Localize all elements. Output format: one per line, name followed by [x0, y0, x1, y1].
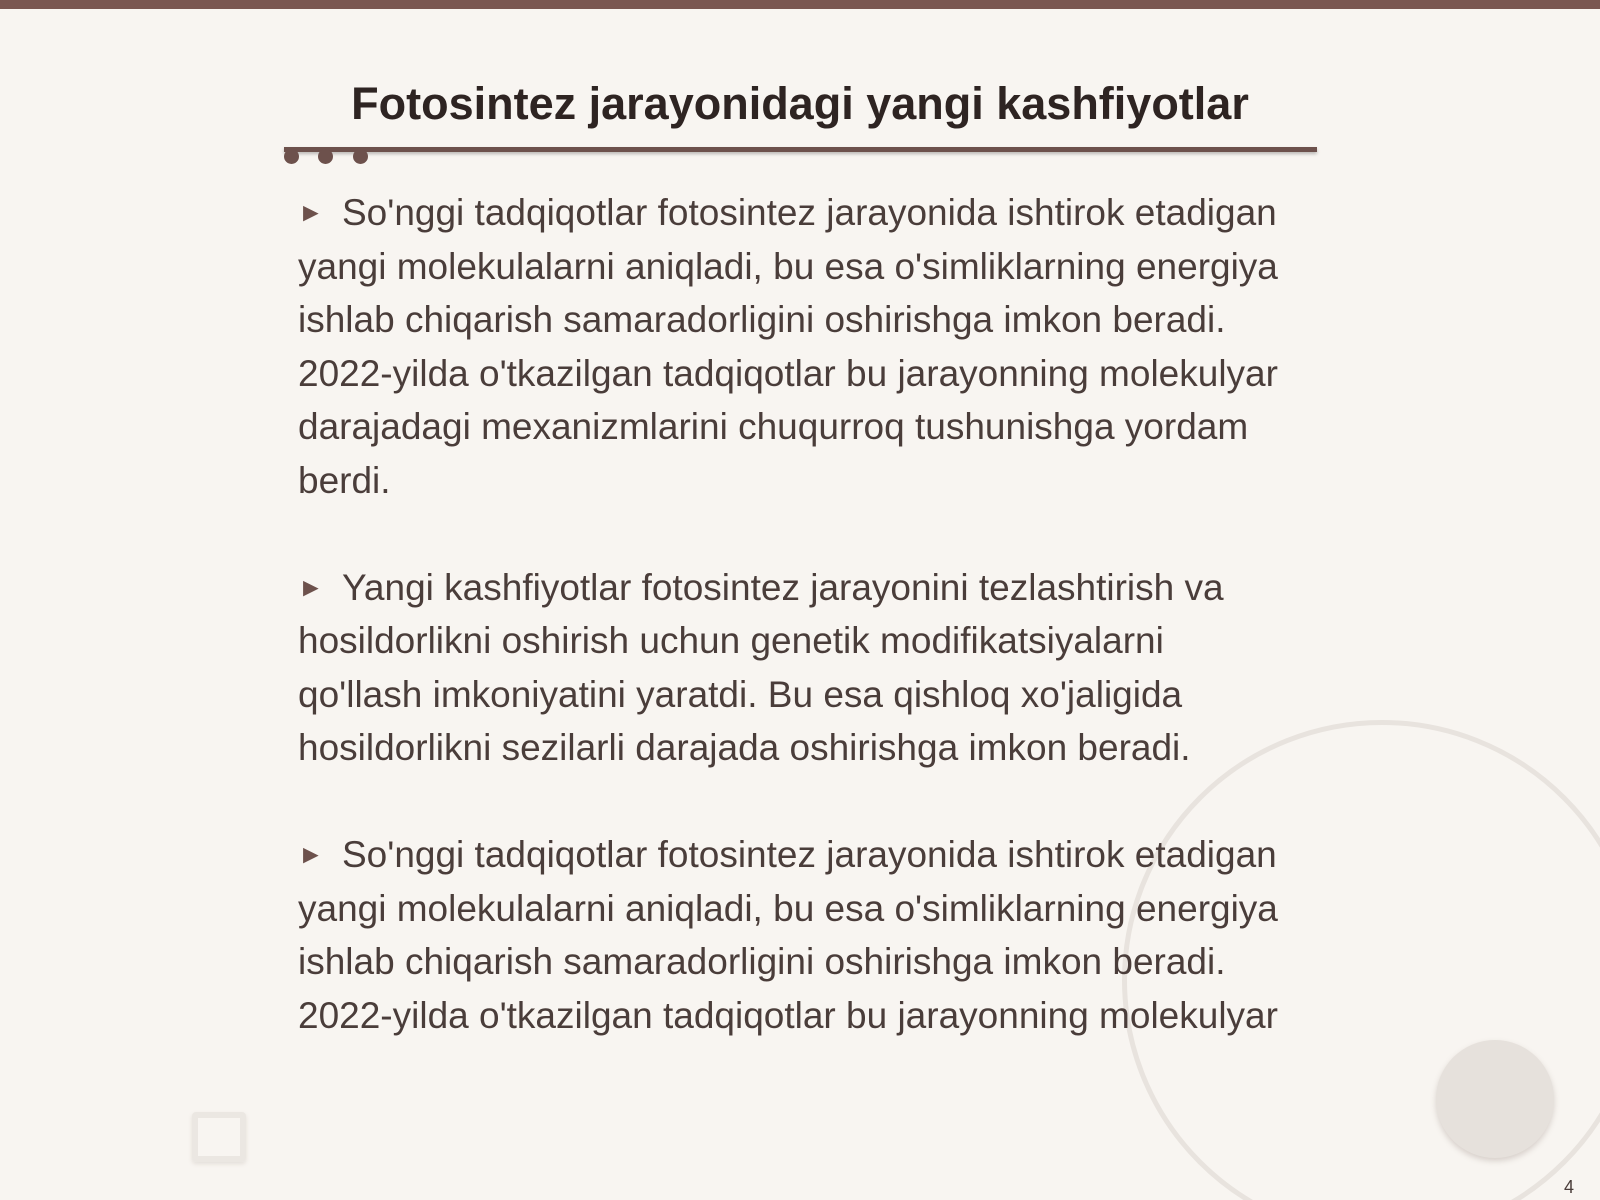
top-accent-bar — [0, 0, 1600, 9]
bullet-arrow-icon: ► — [298, 839, 324, 869]
bullet-paragraph — [298, 828, 1288, 1042]
bullet-paragraph — [298, 186, 1288, 507]
dot — [318, 149, 333, 164]
decorative-circle — [1436, 1040, 1554, 1158]
bullet-arrow-icon: ► — [298, 197, 324, 227]
title-dots-decoration — [282, 149, 372, 169]
paragraph-text: Yangi kashfiyotlar fotosintez jarayonini tezlashtirish va hosildorlikni oshirish uchun genetik modifikatsiyalarni qo'llash imkoniyatini yaratdi. Bu esa qishloq xo'jaligida hosildorlikni sezilarli darajada oshirishga imkon beradi. — [298, 566, 1224, 768]
dot — [284, 149, 299, 164]
paragraph-text: So'nggi tadqiqotlar fotosintez jarayonida ishtirok etadigan yangi molekulalarni aniqladi, bu esa o'simliklarning energiya ishlab chiqarish samaradorligini oshirishga imkon beradi. 2022-yilda o'tkazilgan tadqiqotlar bu jarayonning molekulyar — [298, 834, 1278, 1036]
page-number: 4 — [1563, 1177, 1574, 1197]
dot — [353, 149, 368, 164]
slide-body — [298, 186, 1288, 1096]
bullet-arrow-icon: ► — [298, 571, 324, 602]
slide-title: Fotosintez jarayonidagi yangi kashfiyotlar — [351, 78, 1249, 129]
paragraph-text: So'nggi tadqiqotlar fotosintez jarayonida ishtirok etadigan yangi molekulalarni aniqladi, bu esa o'simliklarning energiya ishlab chiqarish samaradorligini oshirishga imkon beradi. 2022-yilda o'tkazilgan tadqiqotlar bu jarayonning molekulyar darajadagi mexanizmlarini chuqurroq tushunishga yordam berdi. — [298, 192, 1278, 501]
bullet-paragraph — [298, 561, 1288, 775]
decorative-square — [192, 1112, 246, 1162]
title-underline — [284, 147, 1317, 152]
